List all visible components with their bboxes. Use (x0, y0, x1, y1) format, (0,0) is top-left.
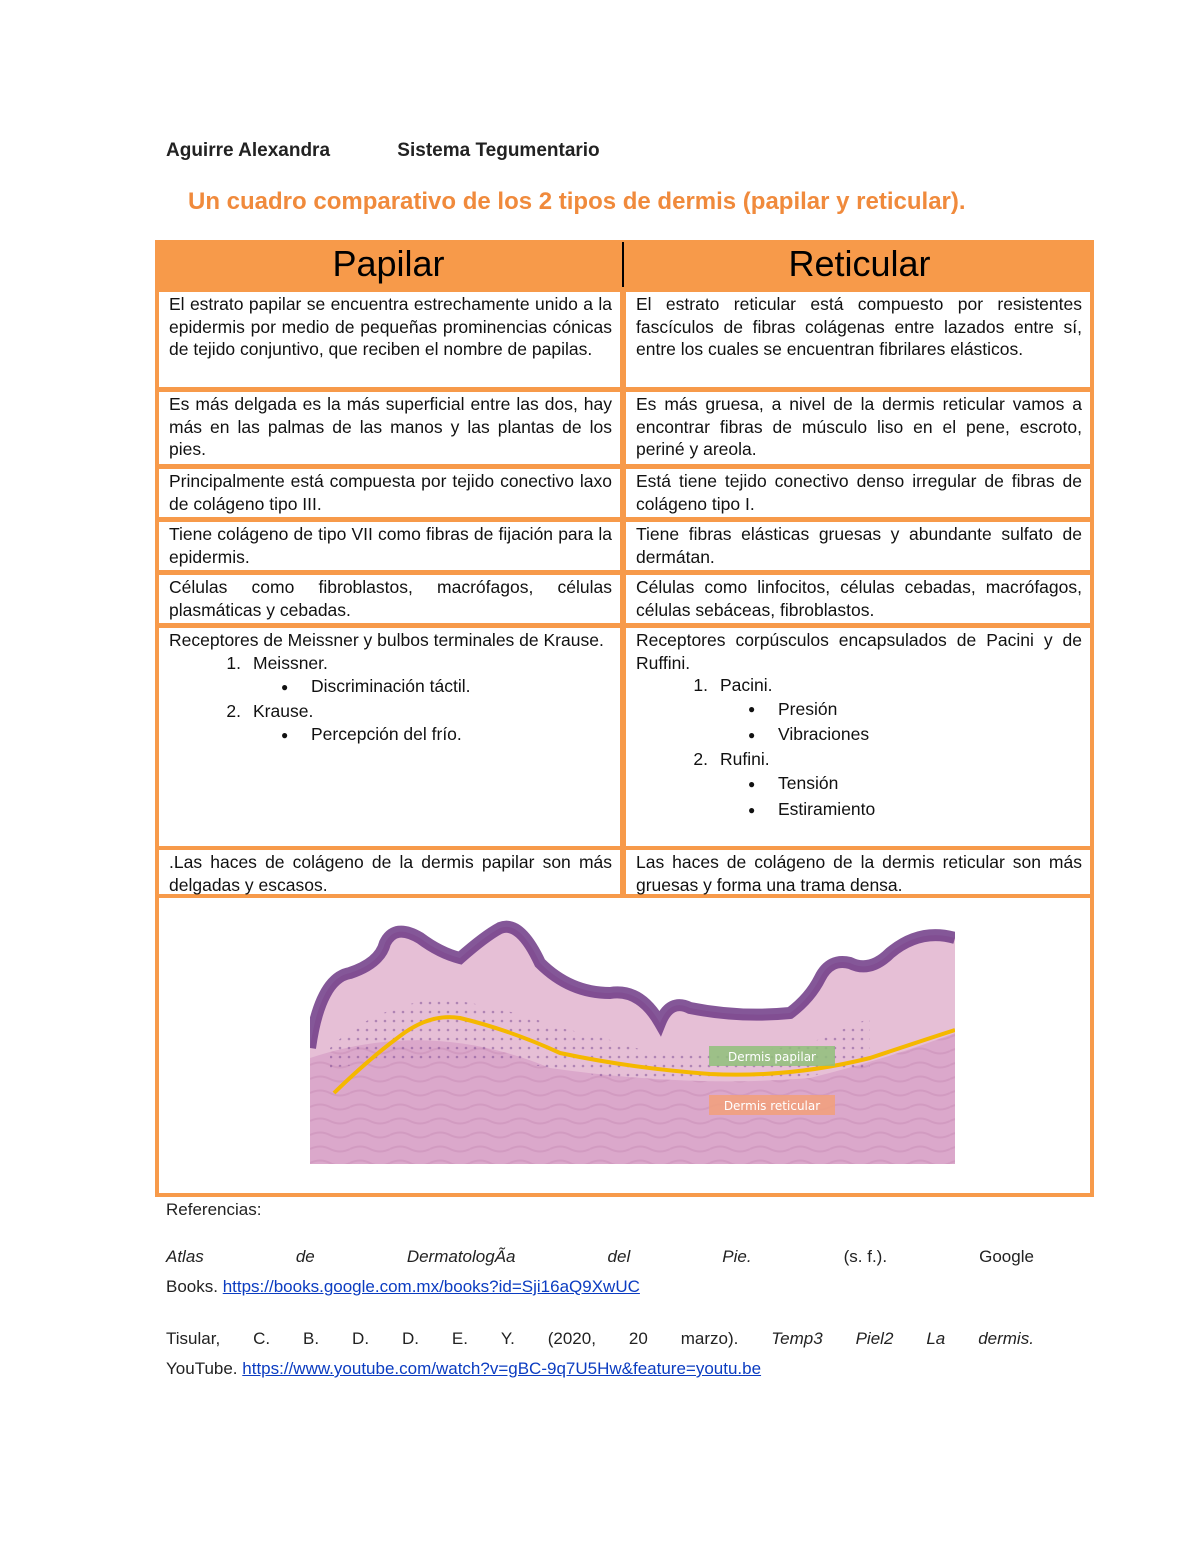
ref2-word: Y. (500, 1329, 515, 1348)
ref1-word: DermatologÃa (406, 1247, 516, 1266)
label-dermis-reticular: Dermis reticular (723, 1099, 821, 1113)
cell-reticular-row-3: Está tiene tejido conectivo denso irregular de fibras de colágeno tipo I. (626, 469, 1090, 517)
comparison-table (155, 240, 1094, 1197)
references (166, 1200, 1034, 1406)
list-item: ● Presión (748, 698, 838, 719)
cell-papilar-row-5: Células como fibroblastos, macrófagos, células plasmáticas y cebadas. (159, 575, 620, 623)
list-item: ● Discriminación táctil. (281, 676, 471, 696)
image-cell (159, 898, 1090, 1193)
ref2-word: Piel2 (855, 1329, 894, 1348)
cell-papilar-receptors (159, 628, 620, 846)
ref1-word: Google (979, 1247, 1034, 1266)
list-item: 2. Rufini. (693, 749, 770, 770)
receptors-intro: Receptores corpúsculos encapsulados de Pacini y de Ruffini. (636, 630, 1082, 673)
cell-papilar-row-2: Es más delgada es la más superficial entre las dos, hay más en las palmas de las manos y las plantas de los pies. (159, 392, 620, 464)
ref2-word: (2020, (547, 1329, 596, 1348)
ref2-word: Temp3 (771, 1329, 823, 1348)
list-item: ● Estiramiento (748, 798, 876, 819)
cell-reticular-row-2: Es más gruesa, a nivel de la dermis reticular vamos a encontrar fibras de músculo liso en el pene, escroto, periné y areola. (626, 392, 1090, 464)
header-reticular: Reticular (788, 243, 931, 284)
ref2-word: C. (253, 1329, 271, 1348)
histology-image (310, 918, 955, 1164)
ref2-word: E. (451, 1329, 468, 1348)
ref2-word: D. (352, 1329, 370, 1348)
header-divider (622, 242, 624, 287)
ref1-word: (s. f.). (843, 1247, 888, 1266)
ref1-link[interactable]: https://books.google.com.mx/books?id=Sji16aQ9XwUC (222, 1277, 640, 1296)
cell-reticular-row-5: Células como linfocitos, células cebadas, macrófagos, células sebáceas, fibroblastos. (626, 575, 1090, 623)
ref2-word: B. (303, 1329, 320, 1348)
cell-reticular-row-4: Tiene fibras elásticas gruesas y abundante sulfato de dermátan. (626, 522, 1090, 570)
ref1-word: del (607, 1247, 631, 1266)
list-item: 1. Pacini. (693, 675, 773, 695)
document-header (166, 140, 600, 162)
cell-papilar-row-1: El estrato papilar se encuentra estrechamente unido a la epidermis por medio de pequeñas prominencias cónicas de tejido conjuntivo, que reciben el nombre de papilas. (159, 292, 620, 387)
author-name: Aguirre Alexandra (166, 140, 331, 161)
cell-papilar-collagen: .Las haces de colágeno de la dermis papilar son más delgadas y escasos. (159, 850, 620, 894)
list-item: ● Vibraciones (748, 724, 870, 745)
label-dermis-papilar: Dermis papilar (728, 1050, 816, 1064)
ref2-link[interactable]: https://www.youtube.com/watch?v=gBC-9q7U5Hw&feature=youtu.be (242, 1359, 762, 1378)
ref1-word: Atlas (166, 1247, 204, 1266)
list-item: ● Percepción del frío. (281, 724, 462, 745)
list-item: ● Tensión (748, 772, 839, 793)
ref1-prefix: Books. (166, 1277, 223, 1296)
subject-name: Sistema Tegumentario (397, 140, 600, 161)
ref2-word: Tisular, (166, 1329, 221, 1348)
list-item: 1. Meissner. (226, 652, 328, 673)
header-papilar: Papilar (332, 243, 445, 284)
ref2-prefix: YouTube. (166, 1359, 243, 1378)
reference-2 (166, 1324, 1034, 1384)
ref2-word: D. (401, 1329, 419, 1348)
cell-reticular-receptors (626, 628, 1090, 846)
ref2-word: marzo). (680, 1329, 739, 1348)
cell-reticular-collagen: Las haces de colágeno de la dermis reticular son más gruesas y forma una trama densa. (626, 850, 1090, 894)
ref1-word: de (295, 1247, 315, 1266)
cell-reticular-row-1: El estrato reticular está compuesto por resistentes fascículos de fibras colágenas entre lazados entre sí, entre los cuales se encuentran fibrilares elásticos. (626, 292, 1090, 387)
cell-papilar-row-3: Principalmente está compuesta por tejido conectivo laxo de colágeno tipo III. (159, 469, 620, 517)
list-item: 2. Krause. (226, 700, 314, 721)
cell-papilar-row-4: Tiene colágeno de tipo VII como fibras de fijación para la epidermis. (159, 522, 620, 570)
ref2-word: La (926, 1329, 946, 1348)
reference-1 (166, 1242, 1034, 1302)
references-label: Referencias: (166, 1200, 262, 1219)
ref2-word: dermis. (978, 1329, 1034, 1348)
receptors-intro: Receptores de Meissner y bulbos terminales de Krause. (169, 630, 604, 650)
ref1-word: Pie. (722, 1247, 752, 1266)
ref2-word: 20 (628, 1329, 648, 1348)
document-title: Un cuadro comparativo de los 2 tipos de dermis (papilar y reticular). (188, 188, 966, 215)
